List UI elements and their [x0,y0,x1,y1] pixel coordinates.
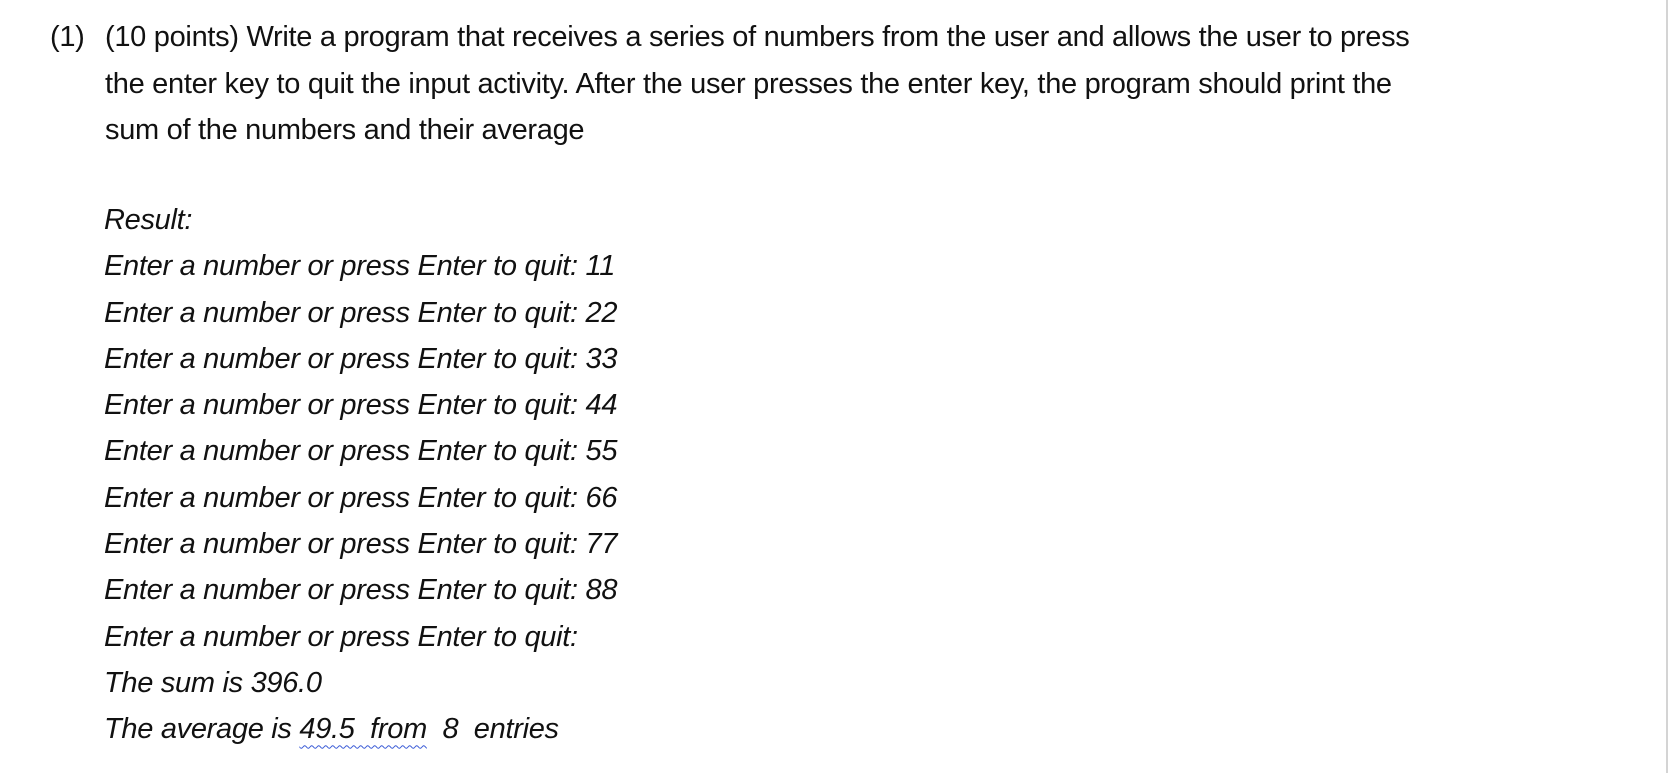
average-line [104,706,617,752]
page-edge-rule [1666,0,1668,773]
prompt-line: Enter a number or press Enter to quit: [104,620,578,653]
prompt-line: Enter a number or press Enter to quit: 77 [104,528,618,561]
average-prefix: The average is [104,713,300,746]
result-label: Result: [104,204,193,236]
prompt-line: Enter a number or press Enter to quit: 88 [104,574,618,607]
sum-line: The sum is 396.0 [104,666,322,699]
question-number: (1) [50,21,85,53]
prompt-line: Enter a number or press Enter to quit: 11 [104,250,616,283]
prompt-line: Enter a number or press Enter to quit: 33 [104,342,618,375]
question-text: (10 points) Write a program that receives a series of numbers from the user and allows the user to press the enter key to quit the input activity. After the user presses the enter key, the program should print the sum of the numbers and their average [105,21,1410,146]
prompt-line: Enter a number or press Enter to quit: 44 [104,389,618,422]
spellcheck-flagged-text: 49.5 from [299,713,427,746]
prompt-line: Enter a number or press Enter to quit: 66 [104,481,618,514]
prompt-line: Enter a number or press Enter to quit: 55 [104,435,618,468]
prompt-line: Enter a number or press Enter to quit: 22 [104,296,618,329]
result-block [104,197,617,753]
average-suffix: 8 entries [426,713,559,746]
question-block [50,14,1420,154]
